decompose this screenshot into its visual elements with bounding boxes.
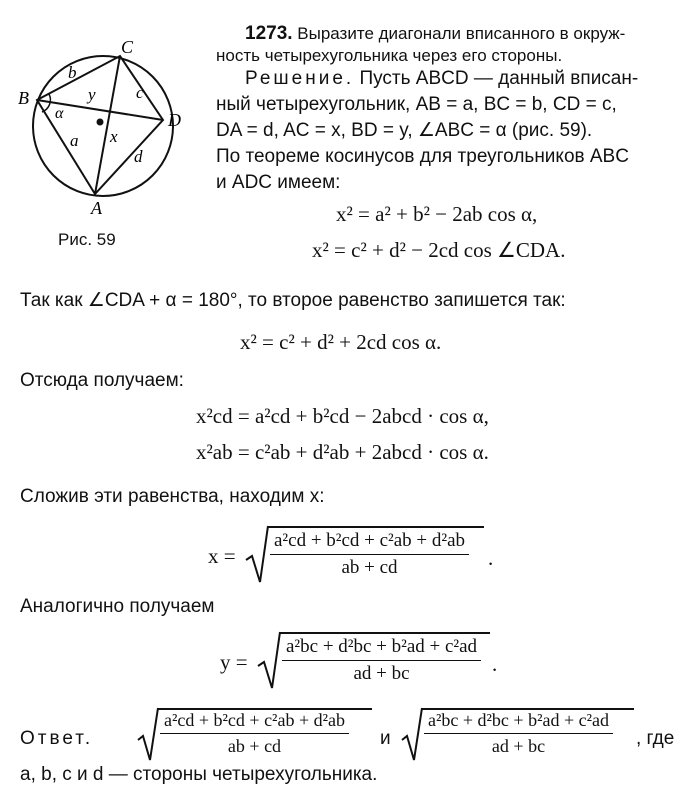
problem-statement-line-2: ность четырехугольника через его стороны. (216, 46, 563, 65)
answer-1-denominator: ab + cd (227, 736, 282, 756)
equation-7-period: . (492, 652, 498, 676)
label-angle-alpha: α (55, 105, 64, 122)
label-side-c: c (136, 83, 144, 102)
solution-line-7: Отсюда получаем: (20, 370, 184, 391)
answer-2-numerator: a²bc + d²bc + b²ad + c²ad (424, 710, 613, 734)
equation-6-denominator: ab + cd (341, 557, 398, 578)
equation-6-numerator: a²cd + b²cd + c²ab + d²ab (270, 530, 469, 555)
radical-sign-icon (256, 630, 282, 692)
answer-2-denominator: ad + bc (491, 736, 546, 756)
circle-center-dot (97, 119, 104, 126)
figure-caption: Рис. 59 (58, 230, 116, 249)
solution-line-5: и ADC имеем: (216, 172, 341, 193)
equation-7-numerator: a²bc + d²bc + b²ad + c²ad (282, 636, 481, 661)
answer-conjunction: и (380, 728, 391, 749)
equation-6-period: . (488, 546, 494, 570)
label-vertex-c: C (121, 38, 134, 57)
problem-statement-text-1: Выразите диагонали вписанного в окруж- (297, 24, 626, 43)
answer-tail: , где (636, 728, 675, 749)
equation-1: x² = a² + b² − 2ab cos α, (336, 202, 538, 226)
equation-6-lhs: x = (208, 544, 236, 568)
solution-text-1: Пусть ABCD — данный вписан- (359, 68, 639, 89)
label-vertex-a: A (91, 198, 102, 216)
label-vertex-d: D (168, 110, 181, 130)
solution-line-8: Сложив эти равенства, находим x: (20, 486, 325, 507)
equation-2: x² = c² + d² − 2cd cos ∠CDA. (312, 238, 566, 262)
equation-4: x²cd = a²cd + b²cd − 2abcd · cos α, (196, 404, 489, 428)
solution-line-4: По теореме косинусов для треугольников ABC (216, 146, 629, 167)
label-side-a: a (70, 131, 79, 150)
radical-sign-icon (136, 706, 160, 764)
equation-3: x² = c² + d² + 2cd cos α. (240, 330, 442, 354)
label-side-d: d (134, 147, 143, 166)
answer-last-line: a, b, c и d — стороны четырехугольника. (20, 764, 378, 785)
label-side-b: b (68, 63, 77, 82)
problem-statement-line-1 (245, 22, 625, 46)
equation-7-lhs: y = (220, 650, 248, 674)
equation-5: x²ab = c²ab + d²ab + 2abcd · cos α. (196, 440, 489, 464)
radical-sign-icon (400, 706, 424, 764)
answer-1-numerator: a²cd + b²cd + c²ab + d²ab (160, 710, 349, 734)
solution-line-6: Так как ∠CDA + α = 180°, то второе равенство запишется так: (20, 290, 566, 311)
problem-number: 1273. (245, 23, 293, 44)
solution-line-1 (245, 66, 638, 92)
answer-line (20, 706, 690, 766)
radical-sign-icon (244, 524, 270, 586)
label-vertex-b: B (18, 88, 29, 108)
solution-line-3: DA = d, AC = x, BD = y, ∠ABC = α (рис. 59). (216, 120, 593, 141)
figure-59-diagram (8, 38, 198, 216)
solution-heading: Решение. (245, 68, 355, 89)
label-diagonal-y: y (88, 85, 96, 104)
equation-7-denominator: ad + bc (353, 663, 410, 684)
solution-line-2: ный четырехугольник, AB = a, BC = b, CD = c, (216, 94, 617, 115)
solution-line-9: Аналогично получаем (20, 596, 215, 617)
label-diagonal-x: x (110, 127, 118, 146)
answer-label: Ответ. (20, 728, 94, 749)
